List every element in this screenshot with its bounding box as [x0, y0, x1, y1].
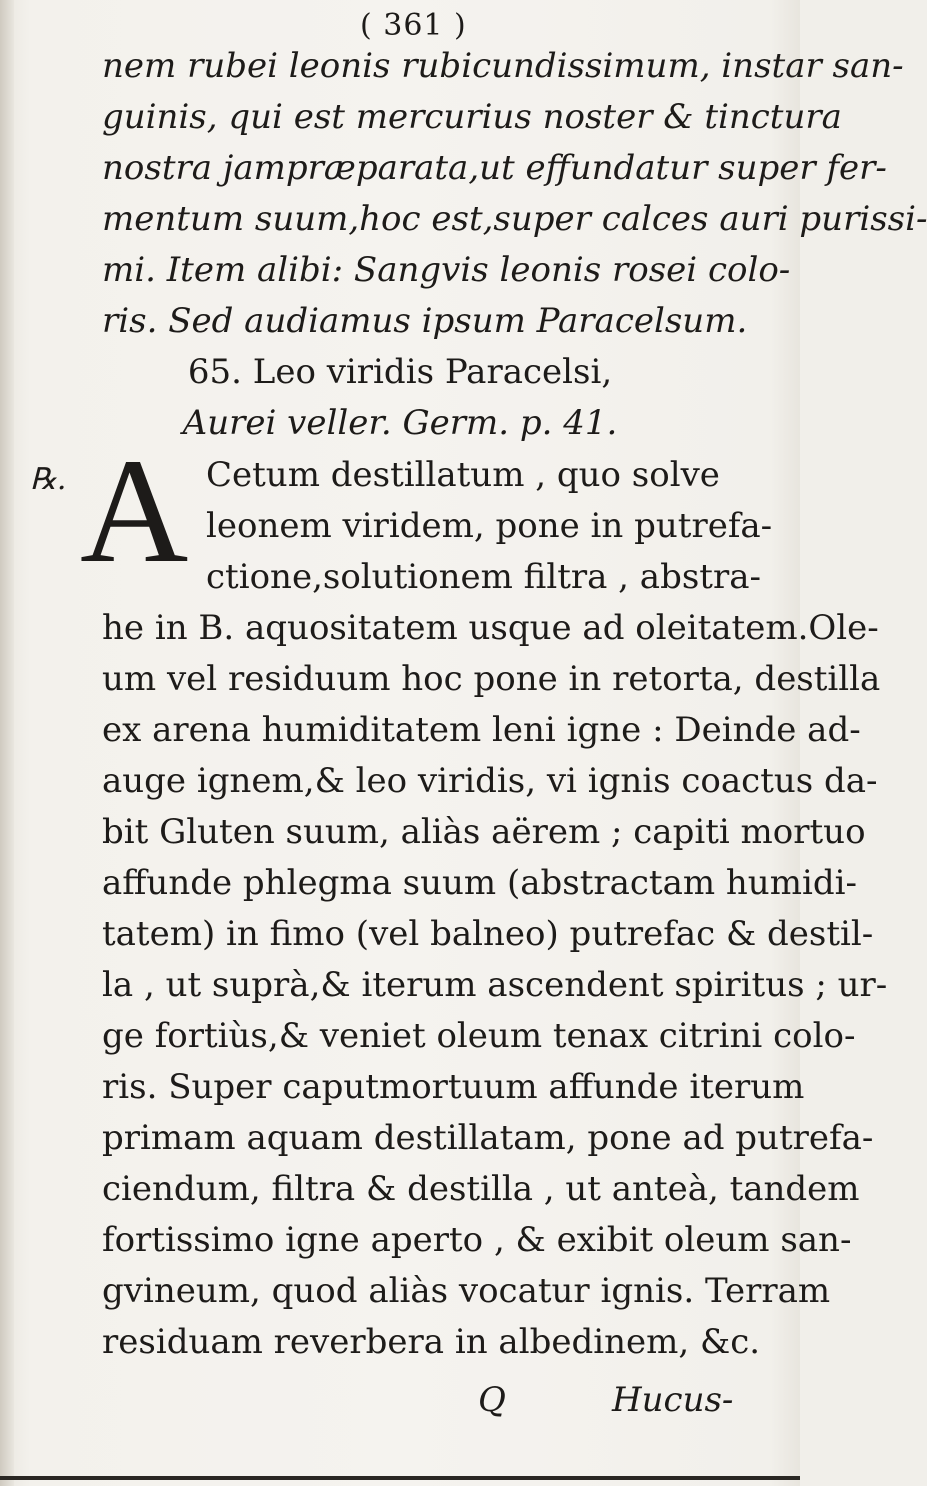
- recipe-symbol: ℞.: [30, 462, 67, 497]
- signature-mark: Q: [478, 1380, 506, 1420]
- text-line: guinis, qui est mercurius noster & tinctura: [102, 97, 842, 137]
- text-line: tatem) in fimo (vel balneo) putrefac & destil-: [102, 914, 874, 954]
- text-line: mi. Item alibi: Sangvis leonis rosei colo-: [102, 250, 791, 290]
- catchword: Hucus-: [612, 1380, 734, 1420]
- text-line: leonem viridem, pone in putrefa-: [206, 506, 773, 546]
- text-line: Cetum destillatum , quo solve: [206, 455, 720, 495]
- text-line: he in B. aquositatem usque ad oleitatem.Ole-: [102, 608, 879, 648]
- text-line: residuam reverbera in albedinem, &c.: [102, 1322, 761, 1362]
- text-line: nostra jampræparata,ut effundatur super fer-: [102, 148, 887, 188]
- text-line: affunde phlegma suum (abstractam humidi-: [102, 863, 857, 903]
- text-line: bit Gluten suum, aliàs aërem ; capiti mortuo: [102, 812, 866, 852]
- text-line: primam aquam destillatam, pone ad putrefa-: [102, 1118, 874, 1158]
- text-line: ris. Sed audiamus ipsum Paracelsum.: [102, 301, 748, 341]
- text-line: gvineum, quod aliàs vocatur ignis. Terram: [102, 1271, 831, 1311]
- drop-cap: A: [80, 428, 189, 594]
- text-line: fortissimo igne aperto , & exibit oleum san-: [102, 1220, 852, 1260]
- text-line: ge fortiùs,& veniet oleum tenax citrini colo-: [102, 1016, 856, 1056]
- text-line: mentum suum,hoc est,super calces auri purissi-: [102, 199, 927, 239]
- text-line: nem rubei leonis rubicundissimum, instar san-: [102, 46, 904, 86]
- text-line: la , ut suprà,& iterum ascendent spiritus ; ur-: [102, 965, 888, 1005]
- section-source: Aurei veller. Germ. p. 41.: [182, 403, 618, 443]
- page-gutter: [0, 0, 14, 1486]
- text-line: ctione,solutionem filtra , abstra-: [206, 557, 761, 597]
- text-line: ris. Super caputmortuum affunde iterum: [102, 1067, 805, 1107]
- bottom-edge-rule: [0, 1476, 800, 1480]
- text-line: um vel residuum hoc pone in retorta, destilla: [102, 659, 881, 699]
- text-line: auge ignem,& leo viridis, vi ignis coactus da-: [102, 761, 878, 801]
- text-line: ciendum, filtra & destilla , ut anteà, tandem: [102, 1169, 860, 1209]
- text-line: ex arena humiditatem leni igne : Deinde ad-: [102, 710, 861, 750]
- section-heading: 65. Leo viridis Paracelsi,: [187, 352, 613, 392]
- page-number: ( 361 ): [360, 8, 467, 43]
